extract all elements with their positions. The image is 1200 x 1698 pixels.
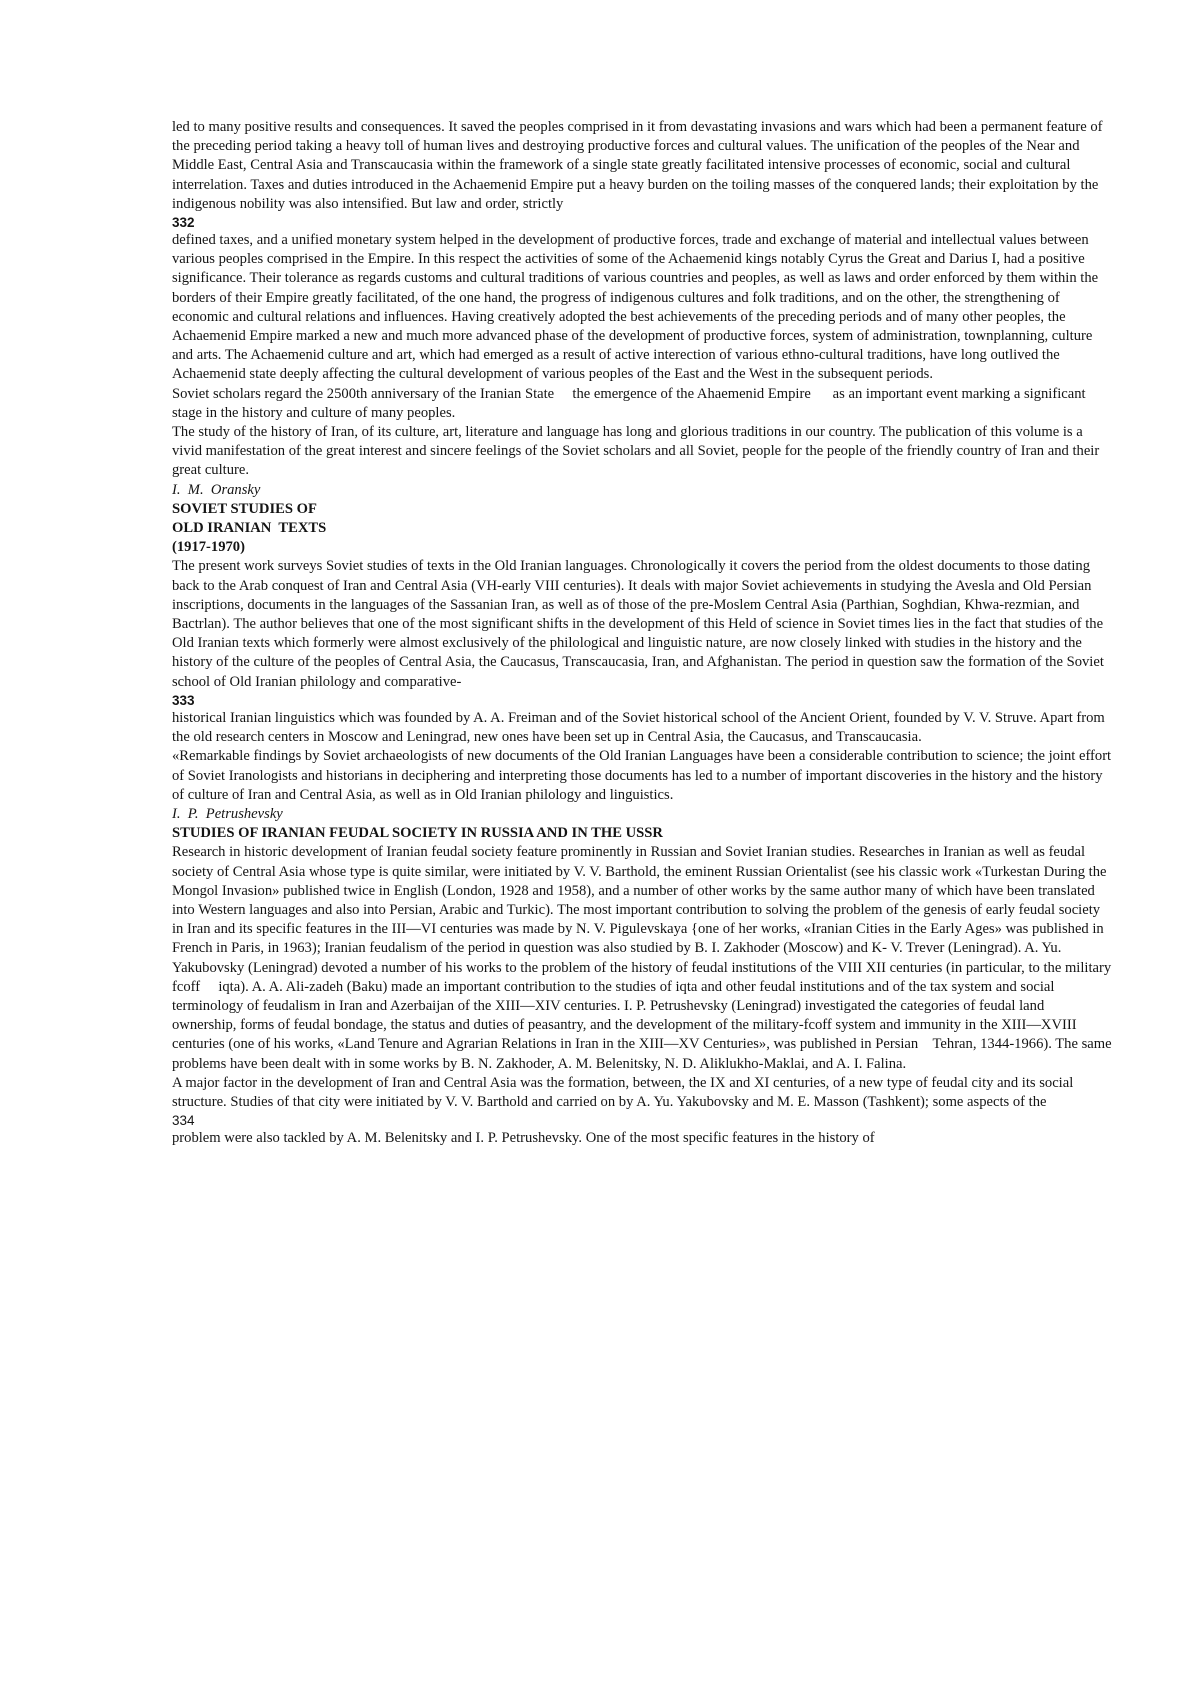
section-heading (172, 500, 1112, 558)
heading-line: SOVIET STUDIES OF (172, 500, 317, 517)
paragraph: The present work surveys Soviet studies of texts in the Old Iranian languages. Chronologically it covers the period from the oldest documents to those dating back to the Arab conquest of Iran and Central Asia (VH-early VIII centuries). It deals with major Soviet achievements in studying the Avesla and Old Persian inscriptions, documents in the languages of the Sassanian Iran, as well as of those of the pre-Moslem Central Asia (Parthian, Soghdian, Khwa-rezmian, and Bactrlan). The author believes that one of the most significant shifts in the development of this Held of science in Soviet times lies in the fact that studies of the Old Iranian texts which formerly were almost exclusively of the philological and linguistic nature, are now closely linked with studies in the history and the history of the culture of the peoples of Central Asia, the Caucasus, Transcaucasia, Iran, and Afghanistan. The period in question saw the formation of the Soviet school of Old Iranian philology and comparative- (172, 558, 1104, 690)
paragraph: Soviet scholars regard the 2500th anniversary of the Iranian State the emergence of the Ahaemenid Empire as an important event marking a significant stage in the history and culture of many peoples. (172, 385, 1090, 421)
paragraph: defined taxes, and a unified monetary system helped in the development of productive forces, trade and exchange of material and intellectual values between various peoples comprised in the Empire. In this respect the activities of some of the Achaemenid kings notably Cyrus the Great and Darius I, had a positive significance. Their tolerance as regards customs and cultural traditions of various countries and peoples, as well as laws and order enforced by them within the borders of their Empire greatly facilitated, of the one hand, the progress of indigenous cultures and folk traditions, and on the other, the strengthening of economic and cultural relations and influences. Having creatively adopted the best achievements of the preceding periods and of many other peoples, the Achaemenid Empire marked a new and much more advanced phase of the development of productive forces, system of administration, townplanning, culture and arts. The Achaemenid culture and art, which had emerged as a result of active interection of various ethno-cultural traditions, have long outlived the Achaemenid state deeply affecting the cultural development of various peoples of the East and the West in the subsequent periods. (172, 232, 1099, 383)
paragraph: A major factor in the development of Iran and Central Asia was the formation, between, the IX and XI centuries, of a new type of feudal city and its social structure. Studies of that city were initiated by V. V. Barthold and carried on by A. Yu. Yakubovsky and M. E. Masson (Tashkent); some aspects of the (172, 1074, 1074, 1110)
page-number: 334 (172, 1113, 195, 1129)
paragraph: led to many positive results and consequences. It saved the peoples comprised in it from devastating invasions and wars which had been a permanent feature of the preceding period taking a heavy toll of human lives and destroying productive forces and cultural values. The unification of the peoples of the Near and Middle East, Central Asia and Transcaucasia within the framework of a single state greatly facilitated intensive processes of economic, social and cultural interrelation. Taxes and duties introduced in the Achaemenid Empire put a heavy burden on the toiling masses of the conquered lands; their exploitation by the indigenous nobility was also intensified. But law and order, strictly (172, 119, 1103, 212)
paragraph: «Remarkable findings by Soviet archaeologists of new documents of the Old Iranian Languages have been a considerable contribution to science; the joint effort of Soviet Iranologists and historians in deciphering and interpreting those documents has led to a number of important discoveries in the history and the history of culture of Iran and Central Asia, as well as in Old Iranian philology and linguistics. (172, 748, 1112, 803)
paragraph: Research in historic development of Iranian feudal society feature prominently in Russian and Soviet Iranian studies. Researches in Iranian as well as feudal society of Central Asia whose type is quite similar, were initiated by V. V. Barthold, the eminent Russian Orientalist (see his classic work «Turkestan During the Mongol Invasion» published twice in English (London, 1928 and 1958), and a number of other works by the same author many of which have been translated into Western languages and also into Persian, Arabic and Turkic). The most important contribution to solving the problem of the genesis of early feudal society in Iran and its specific features in the III—VI centuries was made by N. V. Pigulevskaya {one of her works, «Iranian Cities in the Early Ages» was published in French in Paris, in 1963); Iranian feudalism of the period in question was also studied by B. I. Zakhoder (Moscow) and K- V. Trever (Leningrad). A. Yu. Yakubovsky (Leningrad) devoted a number of his works to the problem of the history of feudal institutions of the VIII XII centuries (in particular, to the military fcoff iqta). A. A. Ali-zadeh (Baku) made an important contribution to the studies of iqta and other feudal institutions and of the tax system and social terminology of feudalism in Iran and Azerbaijan of the XIII—XIV centuries. I. P. Petrushevsky (Leningrad) investigated the categories of feudal land ownership, forms of feudal bondage, the status and duties of peasantry, and the development of the military-fcoff system and immunity in the XIII—XVIII centuries (one of his works, «Land Tenure and Agrarian Relations in Iran in the XIII—XV Centuries», was published in Persian Tehran, 1344-1966). The same problems have been dealt with in some works by B. N. Zakhoder, A. M. Belenitsky, N. D. Aliklukho-Maklai, and A. I. Falina. (172, 844, 1116, 1072)
paragraph: The study of the history of Iran, of its culture, art, literature and language has long and glorious traditions in our country. The publication of this volume is a vivid manifestation of the great interest and sincere feelings of the Soviet scholars and all Soviet, people for the people of the friendly country of Iran and their great culture. (172, 424, 1100, 479)
document-page (172, 118, 1116, 1148)
page-number: 332 (172, 215, 195, 231)
paragraph: historical Iranian linguistics which was founded by A. A. Freiman and of the Soviet historical school of the Ancient Orient, founded by V. V. Struve. Apart from the old research centers in Moscow and Leningrad, new ones have been set up in Central Asia, the Caucasus, and Transcaucasia. (172, 709, 1105, 746)
page-number: 333 (172, 692, 195, 708)
paragraph: problem were also tackled by A. M. Belenitsky and I. P. Petrushevsky. One of the most specific features in the history of (172, 1130, 875, 1147)
heading-line: (1917-1970) (172, 539, 245, 556)
heading-line: STUDIES OF IRANIAN FEUDAL SOCIETY IN RUSSIA AND IN THE USSR (172, 825, 663, 842)
author-name: I. M. Oransky (172, 481, 261, 498)
heading-line: OLD IRANIAN TEXTS (172, 520, 327, 537)
section-heading (172, 824, 1112, 843)
author-name: I. P. Petrushevsky (172, 805, 283, 822)
